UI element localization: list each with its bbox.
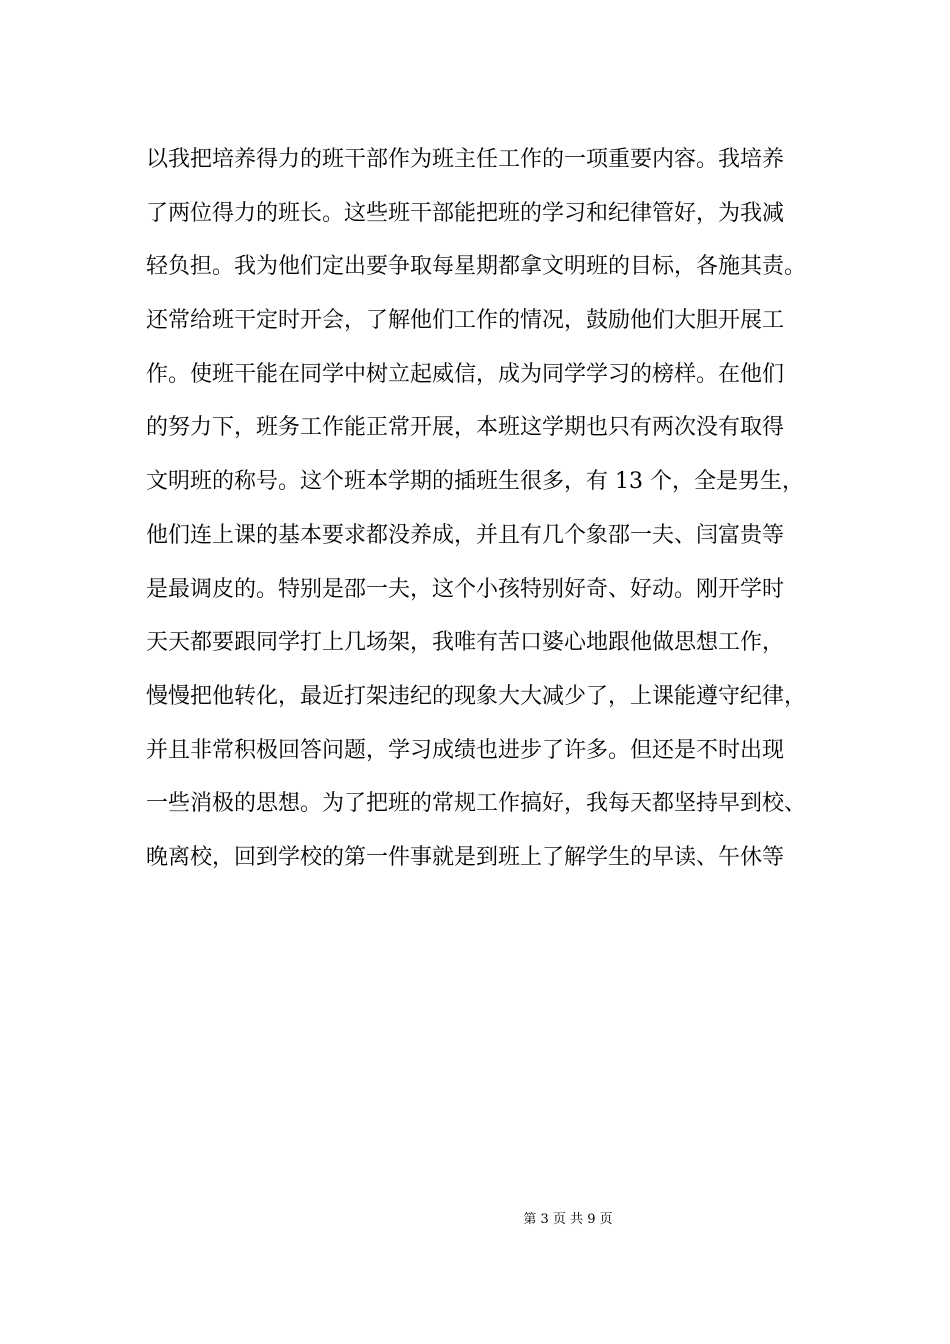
text-line: 的努力下，班务工作能正常开展，本班这学期也只有两次没有取得 bbox=[146, 415, 785, 441]
text-line: 文明班的称号。这个班本学期的插班生很多，有 13 个，全是男生， bbox=[146, 469, 804, 495]
text-line: 晚离校，回到学校的第一件事就是到班上了解学生的早读、午休等 bbox=[146, 844, 785, 870]
page-number: 第 3 页 共 9 页 bbox=[523, 1212, 613, 1227]
text-line: 天天都要跟同学打上几场架，我唯有苦口婆心地跟他做思想工作， bbox=[146, 630, 785, 656]
text-line: 了两位得力的班长。这些班干部能把班的学习和纪律管好，为我减 bbox=[146, 200, 785, 226]
text-line: 一些消极的思想。为了把班的常规工作搞好，我每天都坚持早到校、 bbox=[146, 791, 807, 817]
text-line: 他们连上课的基本要求都没养成，并且有几个象邵一夫、闫富贵等 bbox=[146, 522, 785, 548]
text-line: 还常给班干定时开会，了解他们工作的情况，鼓励他们大胆开展工 bbox=[146, 308, 785, 334]
text-line: 作。使班干能在同学中树立起威信，成为同学学习的榜样。在他们 bbox=[146, 361, 785, 387]
text-line: 以我把培养得力的班干部作为班主任工作的一项重要内容。我培养 bbox=[146, 147, 785, 172]
text-line: 轻负担。我为他们定出要争取每星期都拿文明班的目标，各施其责。 bbox=[146, 254, 807, 280]
page-footer bbox=[0, 1208, 950, 1227]
text-line: 是最调皮的。特别是邵一夫，这个小孩特别好奇、好动。刚开学时 bbox=[146, 576, 785, 602]
text-line: 慢慢把他转化，最近打架违纪的现象大大减少了，上课能遵守纪律， bbox=[146, 683, 807, 709]
text-line: 并且非常积极回答问题，学习成绩也进步了许多。但还是不时出现 bbox=[146, 737, 785, 763]
body-text bbox=[146, 133, 846, 885]
